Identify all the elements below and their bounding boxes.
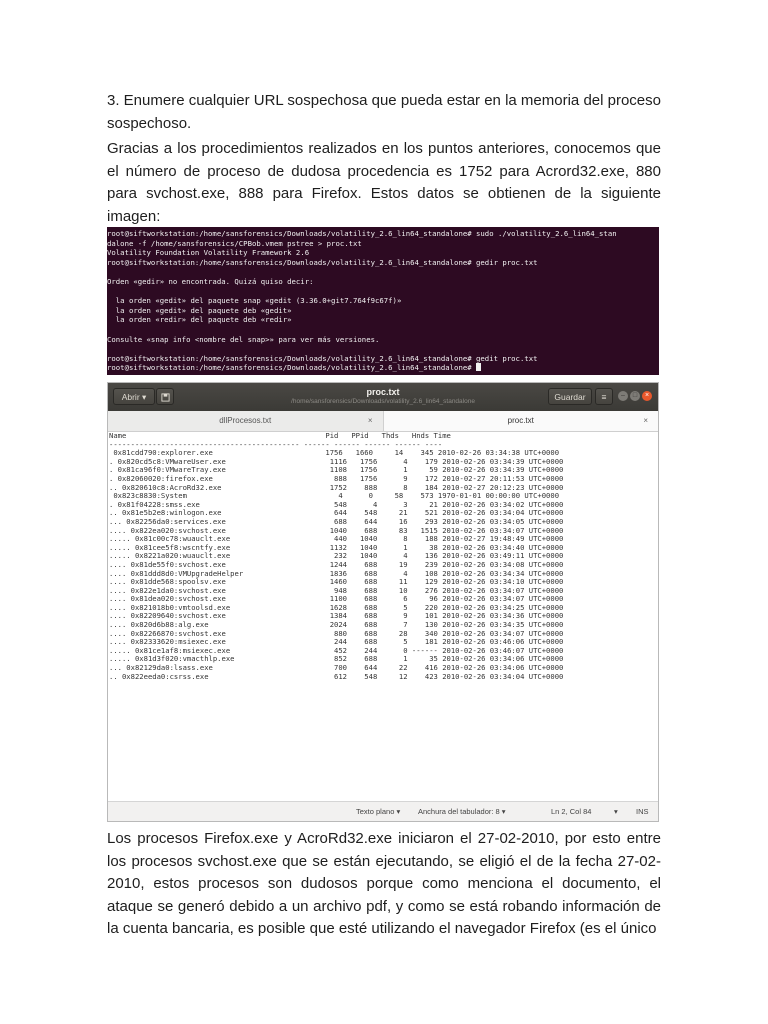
editor-line: .... 0x82266870:svchost.exe 880 688 28 340 2010-02-26 03:34:07 UTC+0000	[109, 628, 564, 638]
editor-line: . 0x81f04228:smss.exe 548 4 3 21 2010-02-26 03:34:02 UTC+0000	[109, 499, 564, 509]
editor-line: .... 0x82333620:msiexec.exe 244 688 5 181 2010-02-26 03:46:06 UTC+0000	[109, 637, 564, 647]
tab-width-selector[interactable]: Anchura del tabulador: 8 ▾	[418, 807, 506, 816]
file-title: proc.txt	[366, 387, 400, 397]
editor-line: .... 0x81de55f0:svchost.exe 1244 688 19 239 2010-02-26 03:34:08 UTC+0000	[109, 559, 564, 569]
editor-line: .. 0x820610c8:AcroRd32.exe 1752 888 8 184 2010-02-27 20:12:23 UTC+0000	[109, 482, 564, 492]
minimize-icon[interactable]: –	[618, 391, 628, 401]
tab-label: proc.txt	[507, 416, 534, 425]
terminal-line: root@siftworkstation:/home/sansforensics/Downloads/volatility_2.6_lin64_standalone# gedit proc.txt	[107, 353, 538, 363]
terminal-cursor	[476, 363, 481, 371]
terminal-line: root@siftworkstation:/home/sansforensics/Downloads/volatility_2.6_lin64_standalone# gedir proc.txt	[107, 257, 538, 267]
editor-line: ... 0x82256da0:services.exe 688 644 16 293 2010-02-26 03:34:05 UTC+0000	[109, 516, 564, 526]
editor-line: ..... 0x81ce1af8:msiexec.exe 452 244 0 ------ 2010-02-26 03:46:07 UTC+0000	[109, 645, 564, 655]
terminal-screenshot	[107, 227, 659, 375]
editor-line: .... 0x822ea020:svchost.exe 1040 688 83 1515 2010-02-26 03:34:07 UTC+0000	[109, 525, 564, 535]
editor-line: ..... 0x81cee5f8:wscntfy.exe 1132 1040 1 38 2010-02-26 03:34:40 UTC+0000	[109, 542, 564, 552]
editor-line: ..... 0x81c00c78:wuauclt.exe 440 1040 8 188 2010-02-27 19:48:49 UTC+0000	[109, 534, 564, 544]
editor-line: .. 0x81e5b2e8:winlogon.exe 644 548 21 521 2010-02-26 03:34:04 UTC+0000	[109, 508, 564, 518]
gedit-headerbar	[108, 383, 658, 411]
editor-line: ... 0x82129da0:lsass.exe 700 644 22 416 2010-02-26 03:34:06 UTC+0000	[109, 663, 564, 673]
terminal-line	[107, 287, 659, 297]
editor-line: .... 0x821018b0:vmtoolsd.exe 1628 688 5 220 2010-02-26 03:34:25 UTC+0000	[109, 602, 564, 612]
tab-close-icon[interactable]: ×	[643, 416, 648, 425]
editor-line: .... 0x822e1da0:svchost.exe 948 688 10 276 2010-02-26 03:34:07 UTC+0000	[109, 585, 564, 595]
editor-line: . 0x820cd5c8:VMwareUser.exe 1116 1756 4 179 2010-02-26 03:34:39 UTC+0000	[109, 456, 564, 466]
editor-line: .... 0x81dde568:spoolsv.exe 1460 688 11 129 2010-02-26 03:34:10 UTC+0000	[109, 577, 564, 587]
language-selector[interactable]: Texto plano ▾	[356, 807, 401, 816]
terminal-line: la orden «redir» del paquete deb «redir»	[107, 315, 292, 325]
file-path: /home/sansforensics/Downloads/volatility_2.6_lin64_standalone	[291, 398, 475, 405]
terminal-line: Volatility Foundation Volatility Framework 2.6	[107, 248, 310, 258]
terminal-line: root@siftworkstation:/home/sansforensics/Downloads/volatility_2.6_lin64_standalone# sudo ./volatility_2.6_lin64_stan	[107, 229, 617, 238]
save-button[interactable]: Guardar	[548, 388, 592, 405]
editor-line: . 0x82060020:firefox.exe 888 1756 9 172 2010-02-27 20:11:53 UTC+0000	[109, 473, 564, 483]
editor-line: .. 0x822eeda0:csrss.exe 612 548 12 423 2010-02-26 03:34:04 UTC+0000	[109, 671, 564, 681]
insert-mode: INS	[636, 807, 649, 816]
terminal-line: root@siftworkstation:/home/sansforensics/Downloads/volatility_2.6_lin64_standalone#	[107, 363, 659, 373]
editor-line: .... 0x81ddd8d0:VMUpgradeHelper 1836 688 4 108 2010-02-26 03:34:34 UTC+0000	[109, 568, 564, 578]
conclusion-paragraph: Los procesos Firefox.exe y AcroRd32.exe iniciaron el 27-02-2010, por esto entre los procesos svchost.exe que se están ejecutando, se eligió el de la fecha 27-02-2010, estos procesos son dudosos porque como menciona el documento, el ataque se generó debido a un archivo pdf, y como se está robando información de la cuenta bancaria, es posible que esté utilizando el navegador Firefox (es el único	[107, 830, 661, 937]
editor-line: . 0x81ca96f0:VMwareTray.exe 1108 1756 1 59 2010-02-26 03:34:39 UTC+0000	[109, 465, 564, 475]
editor-line: .... 0x820d6b88:alg.exe 2024 688 7 130 2010-02-26 03:34:35 UTC+0000	[109, 620, 564, 630]
open-button[interactable]: Abrir ▾	[113, 388, 155, 405]
editor-line: 0x823c8830:System 4 0 58 573 1970-01-01 00:00:00 UTC+0000	[109, 491, 560, 501]
tab-close-icon[interactable]: ×	[367, 416, 373, 425]
editor-line: -------------------------------------------- ------ ------ ------ ------ ----	[109, 439, 443, 449]
terminal-line: la orden «gedit» del paquete deb «gedit»	[107, 305, 292, 315]
tab-dllprocesos[interactable]	[108, 411, 384, 431]
window-controls	[618, 391, 652, 401]
intro-paragraph: Gracias a los procedimientos realizados en los puntos anteriores, conocemos que el número de proceso de dudosa procedencia es 1752 para Acrord32.exe, 880 para svchost.exe, 888 para Firefox. Estos datos se obtienen de la siguiente imagen:	[107, 140, 661, 225]
gedit-window-screenshot	[107, 382, 659, 822]
maximize-icon[interactable]: □	[630, 391, 640, 401]
terminal-line: la orden «gedit» del paquete snap «gedit (3.36.0+git7.764f9c67f)»	[107, 296, 402, 306]
terminal-line: dalone -f /home/sansforensics/CPBob.vmem pstree > proc.txt	[107, 238, 362, 248]
close-icon[interactable]: ×	[642, 391, 652, 401]
status-bar	[108, 801, 658, 821]
terminal-line	[107, 344, 659, 354]
editor-line: ..... 0x8221a020:wuauclt.exe 232 1040 4 136 2010-02-26 03:49:11 UTC+0000	[109, 551, 564, 561]
editor-line: .... 0x81dea020:svchost.exe 1100 688 6 96 2010-02-26 03:34:07 UTC+0000	[109, 594, 564, 604]
text-editor-area[interactable]	[108, 432, 658, 802]
editor-line: ..... 0x81d3f020:vmacthlp.exe 852 688 1 35 2010-02-26 03:34:06 UTC+0000	[109, 654, 564, 664]
terminal-line	[107, 267, 659, 277]
editor-line: .... 0x82209640:svchost.exe 1384 688 9 101 2010-02-26 03:34:36 UTC+0000	[109, 611, 564, 621]
editor-line: 0x81cdd790:explorer.exe 1756 1660 14 345 2010-02-26 03:34:38 UTC+0000	[109, 448, 560, 458]
cursor-position: Ln 2, Col 84	[551, 807, 592, 816]
terminal-line: Orden «gedir» no encontrada. Quizá quiso decir:	[107, 276, 314, 286]
tab-label: dllProcesos.txt	[219, 416, 272, 425]
question-paragraph: 3. Enumere cualquier URL sospechosa que pueda estar en la memoria del proceso sospechoso.	[107, 92, 661, 132]
position-dropdown-icon[interactable]: ▾	[614, 807, 618, 816]
terminal-line	[107, 325, 659, 335]
hamburger-menu-icon[interactable]: ≡	[595, 388, 613, 405]
tab-bar	[108, 411, 658, 432]
editor-line: Name Pid PPid Thds Hnds Time	[109, 432, 451, 440]
tab-proc[interactable]	[384, 411, 659, 431]
terminal-line: Consulte «snap info <nombre del snap>» para ver más versiones.	[107, 334, 380, 344]
